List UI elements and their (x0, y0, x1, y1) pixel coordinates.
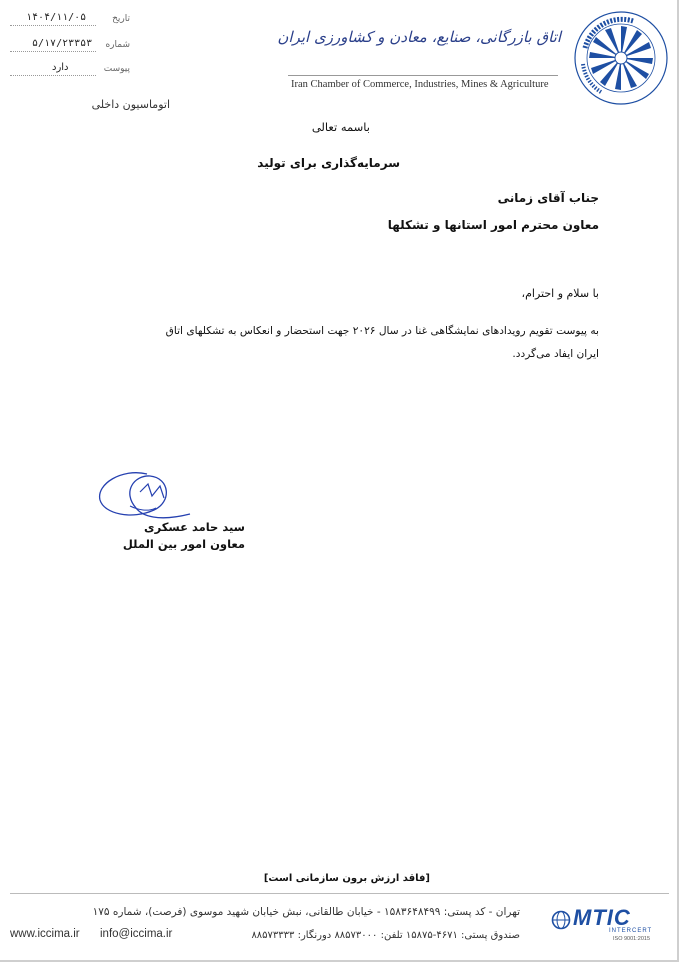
header-divider (288, 75, 558, 76)
footer-divider (10, 893, 669, 894)
signer-name: سید حامد عسکری (144, 520, 245, 534)
footer-website[interactable]: www.iccima.ir (10, 928, 80, 940)
classification-note: اتوماسیون داخلی (91, 98, 170, 111)
chamber-logo (571, 8, 671, 108)
attachment-value: دارد (52, 62, 69, 73)
date-label: تاریخ (112, 14, 130, 24)
greeting: با سلام و احترام، (521, 287, 599, 300)
org-name-fa: اتاق بازرگانی، صنایع، معادن و کشاورزی ایران (277, 28, 561, 46)
number-label: شماره (105, 40, 130, 50)
attachment-field (10, 62, 130, 78)
org-name-en: Iran Chamber of Commerce, Industries, Mines & Agriculture (291, 79, 549, 90)
date-value: ۱۴۰۴/۱۱/۰۵ (26, 12, 87, 23)
number-value: ۵/۱۷/۲۳۳۵۳ (32, 38, 93, 49)
cert-iso: ISO 9001:2015 (613, 936, 651, 942)
no-value-note: [فاقد ارزش برون سازمانی است] (263, 873, 430, 884)
certification-logo (551, 903, 663, 949)
globe-icon (551, 910, 571, 930)
letter-subject: سرمایه‌گذاری برای تولید (257, 156, 400, 170)
footer-contact: صندوق پستی: ۴۶۷۱-۱۵۸۷۵ تلفن: ۸۸۵۷۳۰۰۰ دورنگار: ۸۸۵۷۳۳۳۳ (251, 930, 520, 941)
cert-sub: INTERCERT (609, 928, 653, 934)
date-field (10, 12, 130, 28)
footer-address: تهران - کد پستی: ۱۵۸۳۶۴۸۴۹۹ - خیابان طالقانی، نبش خیابان شهید موسوی (فرصت)، شماره ۱۷۵ (92, 906, 520, 918)
cert-brand: MTIC (573, 905, 631, 930)
invocation: باسمه تعالی (311, 120, 370, 134)
body-line-2: ایران ایفاد می‌گردد. (512, 348, 599, 360)
footer-email[interactable]: info@iccima.ir (100, 928, 173, 940)
body-line-1: به پیوست تقویم رویدادهای نمایشگاهی غنا در سال ۲۰۲۶ جهت استحضار و انعکاس به تشکلهای اتاق (165, 325, 599, 337)
recipient-name: جناب آقای زمانی (497, 191, 599, 205)
signer-title: معاون امور بین الملل (122, 537, 245, 551)
number-field (10, 38, 130, 54)
recipient-title: معاون محترم امور استانها و تشکلها (387, 218, 599, 232)
attachment-label: پیوست (103, 64, 130, 74)
